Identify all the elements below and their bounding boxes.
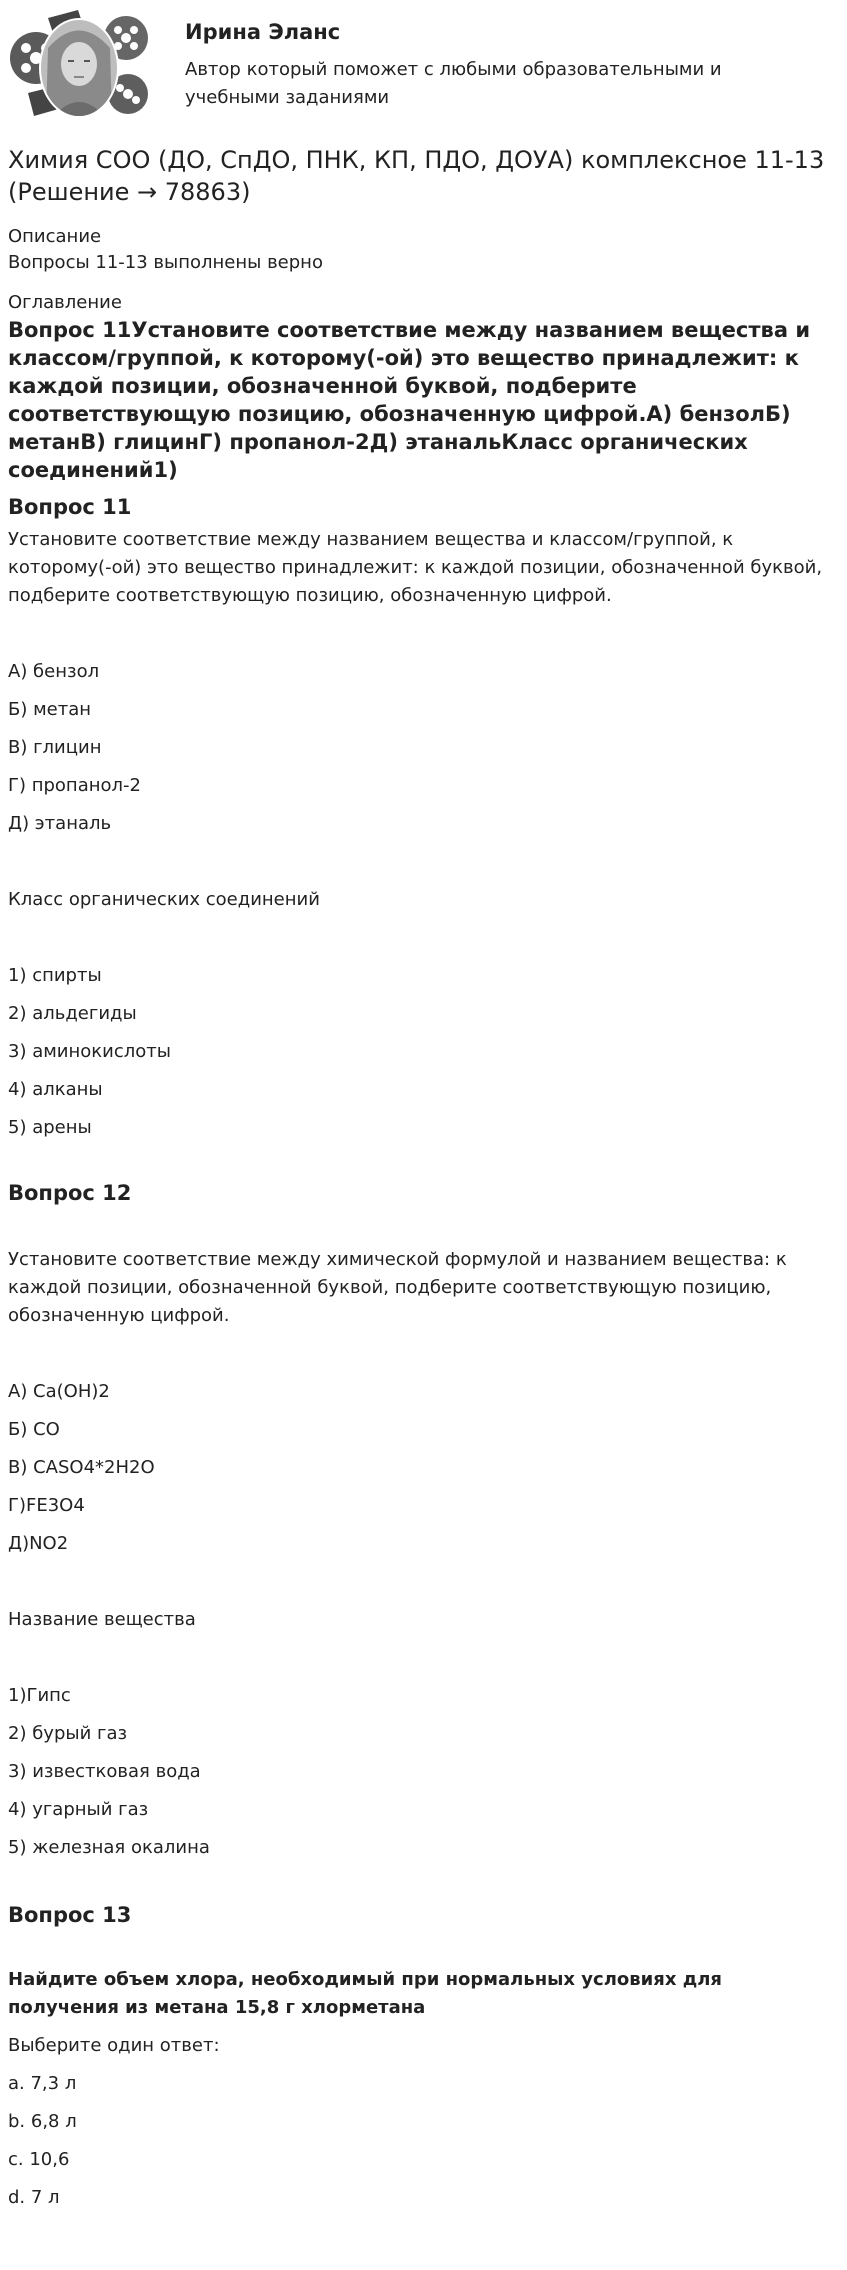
question-13-answers [8, 2070, 838, 2212]
question-13-heading: Вопрос 13 [8, 1903, 132, 1927]
list-item: 1) спирты [8, 965, 102, 986]
question-13-text: Найдите объем хлора, необходимый при нормальных условиях для получения из метана 15,8 г хлорметана [8, 1969, 722, 2018]
list-item: 5) арены [8, 1117, 92, 1138]
question-11-options [8, 962, 838, 1142]
question-12-items [8, 1378, 838, 1558]
question-12-options [8, 1682, 838, 1862]
toc-label: Оглавление [8, 292, 122, 313]
list-item: А) бензол [8, 661, 100, 682]
answer-option: d. 7 л [8, 2187, 60, 2208]
list-item: Д) этаналь [8, 813, 112, 834]
question-12-name-label: Название вещества [8, 1609, 196, 1630]
list-item: В) CASO4*2H2O [8, 1457, 155, 1478]
answer-option: a. 7,3 л [8, 2073, 77, 2094]
description-label: Описание [8, 226, 102, 247]
list-item: 5) железная окалина [8, 1837, 210, 1858]
list-item: 1)Гипс [8, 1685, 71, 1706]
list-item: В) глицин [8, 737, 102, 758]
question-12-text: Установите соответствие между химической формулой и названием вещества: к каждой позиции, обозначенной буквой, подберите соответствующую позицию, обозначенную цифрой. [8, 1249, 787, 1326]
list-item: А) Ca(OH)2 [8, 1381, 110, 1402]
question-11-heading: Вопрос 11 [8, 495, 132, 519]
toc-entry[interactable]: Вопрос 11Установите соответствие между названием вещества и классом/группой, к которому(-ой) это вещество принадлежит: к каждой позиции, обозначенной буквой, подберите соответствующую позицию, обозначенную цифрой.А) бензолБ) метанВ) глицинГ) пропанол-2Д) этанальКласс органических соединений1) [8, 318, 811, 482]
list-item: 2) бурый газ [8, 1723, 128, 1744]
page-title: Химия СОО (ДО, СпДО, ПНК, КП, ПДО, ДОУА) комплексное 11-13 (Решение → 78863) [8, 146, 825, 206]
list-item: Б) CO [8, 1419, 60, 1440]
list-item: Г)FE3O4 [8, 1495, 85, 1516]
list-item: Д)NO2 [8, 1533, 69, 1554]
list-item: 4) алканы [8, 1079, 103, 1100]
list-item: 4) угарный газ [8, 1799, 149, 1820]
list-item: Б) метан [8, 699, 92, 720]
author-name[interactable]: Ирина Эланс [185, 20, 341, 44]
list-item: 3) известковая вода [8, 1761, 201, 1782]
author-description: Автор который поможет с любыми образовательными и учебными заданиями [185, 59, 722, 108]
author-block [8, 8, 843, 128]
main-content [8, 144, 838, 2212]
question-11-items [8, 658, 838, 838]
question-13-prompt: Выберите один ответ: [8, 2035, 220, 2056]
question-12-heading: Вопрос 12 [8, 1181, 132, 1205]
description-text: Вопросы 11-13 выполнены верно [8, 252, 323, 273]
answer-option: b. 6,8 л [8, 2111, 77, 2132]
author-avatar[interactable] [8, 8, 150, 126]
list-item: 3) аминокислоты [8, 1041, 171, 1062]
answer-option: c. 10,6 [8, 2149, 70, 2170]
question-11-text: Установите соответствие между названием вещества и классом/группой, к которому(-ой) это вещество принадлежит: к каждой позиции, обозначенной буквой, подберите соответствующую позицию, обозначенную цифрой. [8, 529, 823, 606]
list-item: 2) альдегиды [8, 1003, 137, 1024]
question-11-class-label: Класс органических соединений [8, 889, 320, 910]
list-item: Г) пропанол-2 [8, 775, 141, 796]
